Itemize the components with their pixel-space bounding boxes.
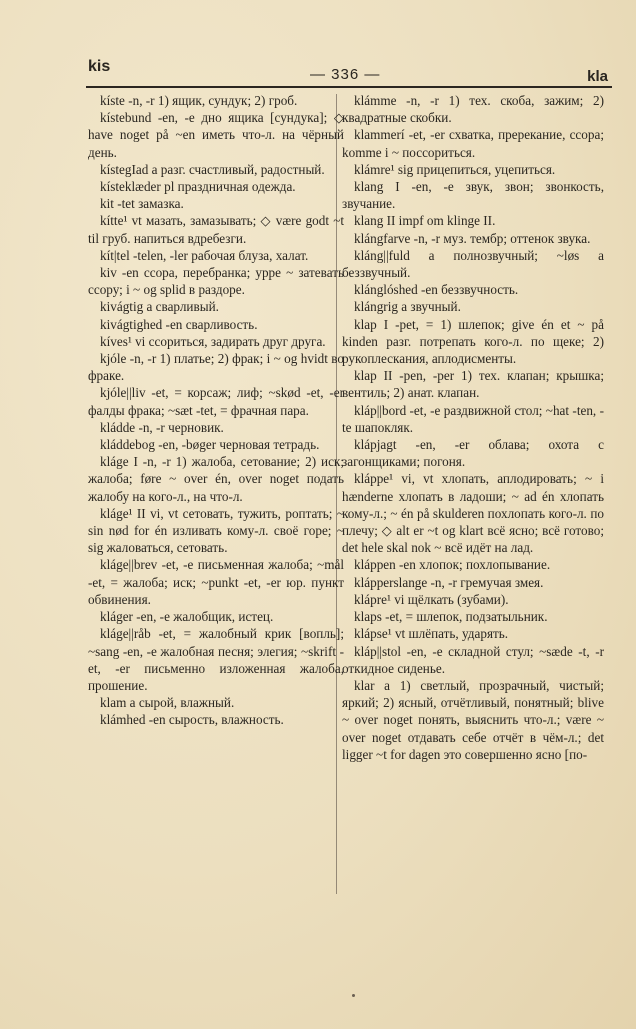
dictionary-entry: kivágtig a сварливый.	[100, 299, 219, 315]
dictionary-entry: kláddebog -en, -bøger черновая тетрадь.	[100, 437, 320, 453]
dictionary-entry: klang I -en, -e звук, звон; звонкость, звучание.	[342, 179, 604, 212]
dictionary-entry: kítte¹ vt мазать, замазывать; ◇ være godt ~t til груб. напиться вдребезги.	[88, 213, 344, 246]
left-column	[88, 92, 344, 729]
dictionary-entry: kit -tet замазка.	[100, 196, 184, 212]
dictionary-entry: kjóle -n, -r 1) платье; 2) фрак; i ~ og hvidt во фраке.	[88, 351, 344, 384]
page-number: — 336 —	[310, 66, 381, 83]
dictionary-entry: kivágtighed -en сварливость.	[100, 316, 258, 332]
dictionary-entry: kíves¹ vi ссориться, задирать друг друга.	[100, 333, 326, 349]
dictionary-entry: klam a сырой, влажный.	[100, 695, 235, 711]
dictionary-entry: klápse¹ vt шлёпать, ударять.	[354, 626, 509, 642]
dictionary-entry: kláppen -en хлопок; похлопывание.	[354, 557, 551, 573]
dictionary-entry: kístegIad a разг. счастливый, радостный.	[100, 161, 325, 177]
print-speck	[352, 994, 355, 997]
dictionary-entry: kístebund -en, -e дно ящика [сундука]; ◇ have noget på ~en иметь что-л. на чёрный день.	[88, 110, 344, 160]
dictionary-entry: klámhed -en сырость, влажность.	[100, 712, 284, 728]
dictionary-entry: klángfarve -n, -r муз. тембр; оттенок звука.	[354, 230, 591, 246]
page-header	[88, 58, 608, 88]
dictionary-entry: kládde -n, -r черновик.	[100, 419, 224, 435]
dictionary-entry: klar a 1) светлый, прозрачный, чистый; яркий; 2) ясный, отчётливый, понятный; blive ~ over noget понять, выяснить что-л.; være ~ over noget отдавать себе отчёт в чём-л.; det ligger ~t for dagen это совершенно ясно [по-	[342, 677, 604, 762]
dictionary-entry: klápjagt -en, -er облава; охота с загонщиками; погоня.	[342, 437, 604, 470]
dictionary-entry: kláng||fuld a полнозвучный; ~løs a беззвучный.	[342, 247, 604, 281]
dictionary-entry: kláge I -n, -r 1) жалоба, сетование; 2) иск; жалоба; føre ~ over én, over noget подать жалобу на кого-л., на что-л.	[88, 454, 344, 504]
dictionary-entry: klápre¹ vi щёлкать (зубами).	[354, 591, 509, 607]
dictionary-entry: kjóle||liv -et, = корсаж; лиф; ~skød -et, -er фалды фрака; ~sæt -tet, = фрачная пара.	[88, 385, 344, 418]
dictionary-entry: klammerí -et, -er схватка, пререкание, ссора; komme i ~ поссориться.	[342, 127, 604, 160]
dictionary-entry: klang II impf om klinge II.	[354, 213, 496, 229]
dictionary-entry: kíste -n, -r 1) ящик, сундук; 2) гроб.	[100, 93, 298, 108]
header-right-guideword: kla	[587, 68, 608, 85]
dictionary-entry: kláp||stol -en, -e складной стул; ~sæde -t, -r откидное сиденье.	[342, 643, 604, 676]
header-left-guideword: kis	[88, 58, 111, 75]
dictionary-entry: kít|tel -telen, -ler рабочая блуза, халат.	[100, 247, 309, 263]
right-column	[342, 92, 604, 763]
dictionary-entry: klámre¹ sig прицепиться, уцепиться.	[354, 161, 556, 177]
dictionary-entry: kláppe¹ vi, vt хлопать, аплодировать; ~ i hænderne хлопать в ладоши; ~ ad én хлопать кому-л.; ~ én på skulderen похлопать кого-л. по плечу; ◇ alt er ~t og klart всё ясно; всё готово; det hele skal nok ~ всё идёт на лад.	[342, 471, 604, 556]
dictionary-entry: klaps -et, = шлепок, подзатыльник.	[354, 609, 548, 625]
header-rule	[86, 86, 612, 88]
dictionary-entry: klángrig a звучный.	[354, 299, 461, 315]
dictionary-entry: klánglóshed -en беззвучность.	[354, 282, 519, 298]
dictionary-entry: klap II -pen, -per 1) тех. клапан; крышка; вентиль; 2) анат. клапан.	[342, 368, 604, 401]
dictionary-entry: klápperslange -n, -r гремучая змея.	[354, 574, 544, 590]
dictionary-entry: kláger -en, -e жалобщик, истец.	[100, 609, 274, 625]
dictionary-entry: klámme -n, -r 1) тех. скоба, зажим; 2) квадратные скобки.	[342, 93, 604, 126]
dictionary-entry: kiv -en ссора, перебранка; ypре ~ затевать ссору; i ~ og splid в раздоре.	[88, 265, 344, 298]
dictionary-entry: kláge¹ II vi, vt сетовать, тужить, роптать; ~ sin nød for én изливать кому-л. своё горе; ~ sig жаловаться, сетовать.	[88, 505, 344, 556]
dictionary-entry: kláge||brev -et, -e письменная жалоба; ~mål -et, = жалоба; иск; ~punkt -et, -er юр. пункт обвинения.	[88, 557, 344, 607]
dictionary-entry: klap I -pet, = 1) шлепок; give én et ~ på kinden разг. потрепать кого-л. по щеке; 2) рукоплескания, аплодисменты.	[342, 316, 604, 367]
dictionary-entry: kísteklæder pl праздничная одежда.	[100, 179, 296, 195]
dictionary-entry: kláge||råb -et, = жалобный крик [вопль]; ~sang -en, -e жалобная песня; элегия; ~skrift -et, -er письменно изложенная жалоба, прошение.	[88, 626, 344, 693]
dictionary-entry: kláp||bord -et, -e раздвижной стол; ~hat -ten, -te шапокляк.	[342, 402, 604, 435]
